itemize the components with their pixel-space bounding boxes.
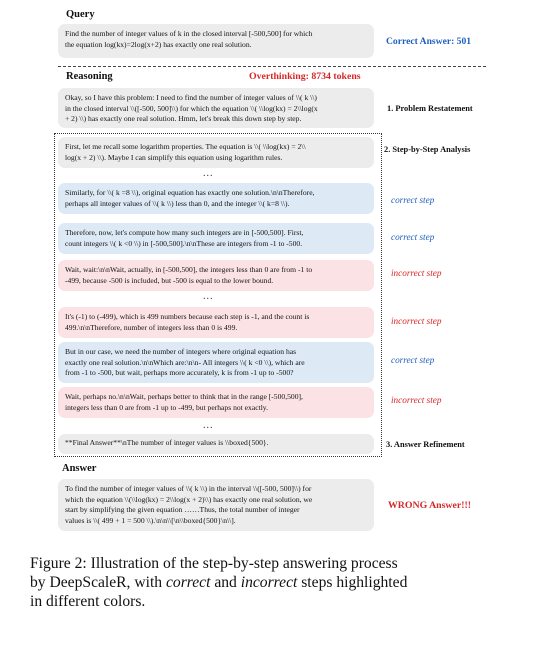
restatement-line1: Okay, so I have this problem: I need to find the number of integer values of \\( k \\) [65, 93, 317, 102]
final-answer-box [58, 434, 374, 454]
step-line: from -1 to -500, but wait, perhaps more accurately, k is from -1 up to -500? [65, 368, 294, 378]
section-divider [58, 66, 486, 67]
step-line: exactly one real solution.\n\nWhich are:\n\n- All integers \\( k <0 \\), which are [65, 357, 305, 367]
caption-line3: in different colors. [30, 593, 146, 610]
caption-correct-word: correct [165, 574, 211, 591]
restatement-box [58, 88, 374, 128]
step-line: It's (-1) to (-499), which is 499 numbers because each step is -1, and the count is [65, 312, 310, 321]
step-line: Wait, perhaps no.\n\nWait, perhaps better to think that in the range [-500,500], [65, 392, 303, 401]
figure-caption [30, 554, 530, 611]
caption-line2 [30, 573, 530, 592]
step-box-correct [58, 223, 374, 254]
correct-step-label: correct step [391, 195, 435, 205]
step-line: Wait, wait:\n\nWait, actually, in [-500,500], the integers less than 0 are from -1 to [65, 265, 313, 274]
first-step-line2: log(x + 2) \\). Maybe I can simplify this equation using logarithm rules. [65, 152, 283, 162]
answer-line1: To find the number of integer values of \\( k \\) in the interval \\([-500, 500]\\) for [65, 484, 312, 493]
wrong-answer-label: WRONG Answer!!! [388, 500, 471, 511]
step-line: 499.\n\nTherefore, number of integers less than 0 is 499. [65, 322, 238, 332]
ellipsis: ... [203, 168, 214, 179]
caption-text: steps highlighted [297, 574, 408, 591]
step-box-correct [58, 342, 374, 383]
step-line: Therefore, now, let's compute how many such integers are in [-500,500]. First, [65, 228, 304, 237]
correct-answer-label: Correct Answer: 501 [386, 36, 472, 47]
incorrect-step-label: incorrect step [391, 395, 442, 405]
problem-restatement-label: 1. Problem Restatement [387, 104, 473, 113]
step-line: Similarly, for \\( k =8 \\), original equation has exactly one solution.\n\nTherefore, [65, 188, 315, 197]
caption-text: by DeepScaleR, with [30, 574, 166, 591]
ellipsis: ... [203, 420, 214, 431]
incorrect-step-label: incorrect step [391, 316, 442, 326]
caption-incorrect-word: incorrect [240, 574, 298, 591]
step-box-incorrect [58, 307, 374, 338]
incorrect-step-label: incorrect step [391, 268, 442, 278]
correct-step-label: correct step [391, 355, 435, 365]
answer-box [58, 479, 374, 531]
step-box-incorrect [58, 387, 374, 418]
step-line: count integers \\( k <0 \\) in [-500,500].\n\nThese are integers from -1 to -500. [65, 238, 303, 248]
step-analysis-label: 2. Step-by-Step Analysis [384, 145, 471, 154]
overthinking-label: Overthinking: 8734 tokens [249, 71, 361, 82]
reasoning-heading: Reasoning [66, 71, 113, 82]
step-box-incorrect [58, 260, 374, 291]
answer-line2: which the equation \\(\\log(kx) = 2\\log(x + 2)\\) has exactly one real solution, we [65, 494, 313, 504]
first-step-line1: First, let me recall some logarithm properties. The equation is \\( \\log(kx) = 2\\ [65, 142, 306, 151]
restatement-line2: in the closed interval \\([-500, 500]\\) for which the equation \\( \\log(kx) = 2\\log(x [65, 103, 318, 113]
step-box-correct [58, 183, 374, 214]
final-answer-text: **Final Answer**\nThe number of integer values is \\boxed{500}. [65, 438, 269, 447]
caption-text: and [210, 574, 241, 591]
answer-line4: values is \\( 499 + 1 = 500 \\).\n\n\\[\n\\boxed{500}\n\\]. [65, 515, 236, 525]
step-line: -499, because -500 is included, but -500 is equal to the lower bound. [65, 275, 274, 285]
answer-heading: Answer [62, 463, 97, 474]
query-text-line2: the equation log(kx)=2log(x+2) has exactly one real solution. [65, 39, 252, 49]
restatement-line3: + 2) \\) has exactly one real solution. Hmm, let's break this down step by step. [65, 114, 302, 124]
first-step-box [58, 137, 374, 168]
step-line: integers less than 0 are from -1 up to -499, but perhaps not exactly. [65, 402, 269, 412]
step-line: But in our case, we need the number of integers where original equation has [65, 347, 297, 356]
answer-refinement-label: 3. Answer Refinement [386, 440, 465, 449]
caption-line1: Figure 2: Illustration of the step-by-step answering process [30, 555, 398, 572]
answer-line3: start by simplifying the given equation ……Thus, the total number of integer [65, 505, 300, 515]
query-text-line1: Find the number of integer values of k in the closed interval [-500,500] for which [65, 29, 313, 38]
query-box [58, 24, 374, 58]
correct-step-label: correct step [391, 232, 435, 242]
query-heading: Query [66, 9, 95, 20]
ellipsis: ... [203, 291, 214, 302]
step-line: perhaps all integer values of \\( k \\) less than 0, and the integer \\( k=8 \\). [65, 198, 290, 208]
